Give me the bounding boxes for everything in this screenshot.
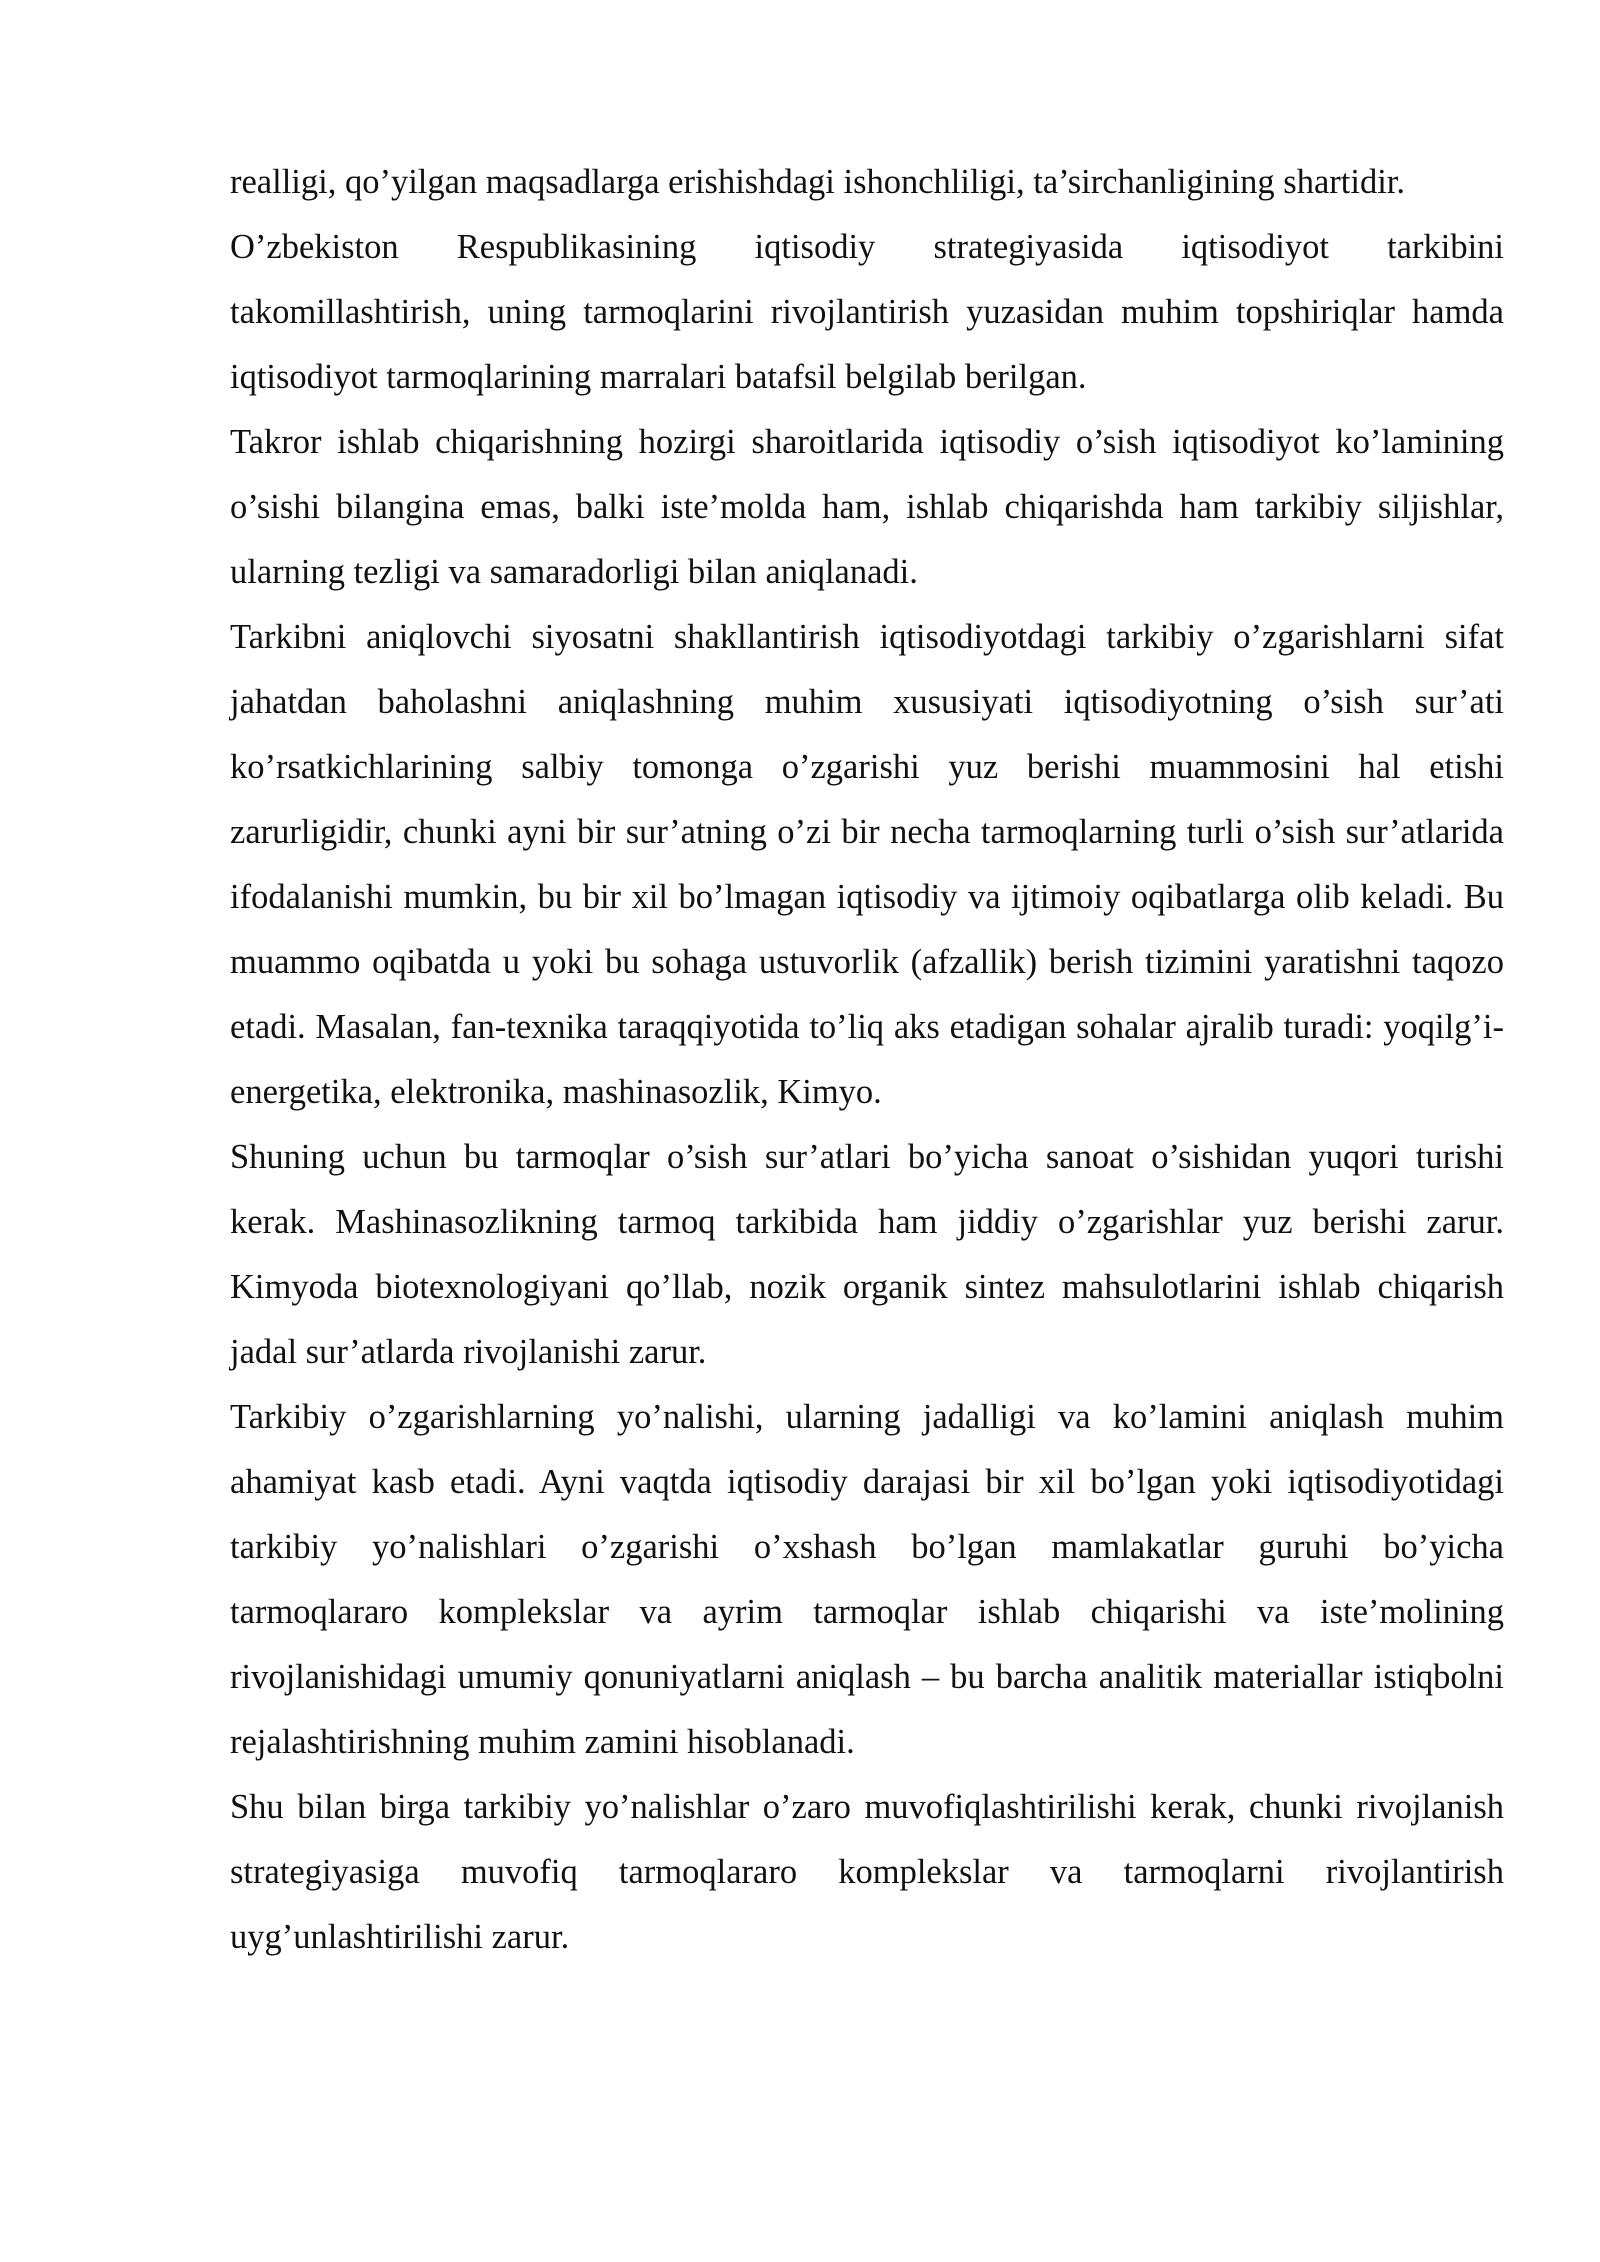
paragraph-5: Shuning uchun bu tarmoqlar o’sish sur’atlari bo’yicha sanoat o’sishidan yuqori turishi kerak. Mashinasozlikning tarmoq tarkibida ham jiddiy o’zgarishlar yuz berishi zarur. Kimyoda biotexnologiyani qo’llab, nozik organik sintez mahsulotlarini ishlab chiqarish jadal sur’atlarda rivojlanishi zarur.: [230, 1138, 1504, 1371]
paragraph-4: Tarkibni aniqlovchi siyosatni shakllantirish iqtisodiyotdagi tarkibiy o’zgarishlarni sifat jahatdan baholashni aniqlashning muhim xususiyati iqtisodiyotning o’sish sur’ati ko’rsatkichlarining salbiy tomonga o’zgarishi yuz berishi muammosini hal etishi zarurligidir, chunki ayni bir sur’atning o’zi bir necha tarmoqlarning turli o’sish sur’atlarida ifodalanishi mumkin, bu bir xil bo’lmagan iqtisodiy va ijtimoiy oqibatlarga olib keladi. Bu muammo oqibatda u yoki bu sohaga ustuvorlik (afzallik) berish tizimini yaratishni taqozo etadi. Masalan, fan-texnika taraqqiyotida to’liq aks etadigan sohalar ajralib turadi: yoqilg’i-energetika, elektronika, mashinasozlik, Kimyo.: [230, 618, 1504, 1111]
paragraph-7: Shu bilan birga tarkibiy yo’nalishlar o’zaro muvofiqlashtirilishi kerak, chunki rivojlanish strategiyasiga muvofiq tarmoqlararo komplekslar va tarmoqlarni rivojlantirish uyg’unlashtirilishi zarur.: [230, 1788, 1504, 1956]
paragraph-3: Takror ishlab chiqarishning hozirgi sharoitlarida iqtisodiy o’sish iqtisodiyot ko’lamining o’sishi bilangina emas, balki iste’molda ham, ishlab chiqarishda ham tarkibiy siljishlar, ularning tezligi va samaradorligi bilan aniqlanadi.: [230, 423, 1504, 591]
paragraph-6: Tarkibiy o’zgarishlarning yo’nalishi, ularning jadalligi va ko’lamini aniqlash muhim ahamiyat kasb etadi. Ayni vaqtda iqtisodiy darajasi bir xil bo’lgan yoki iqtisodiyotidagi tarkibiy yo’nalishlari o’zgarishi o’xshash bo’lgan mamlakatlar guruhi bo’yicha tarmoqlararo komplekslar va ayrim tarmoqlar ishlab chiqarishi va iste’molining rivojlanishidagi umumiy qonuniyatlarni aniqlash – bu barcha analitik materiallar istiqbolni rejalashtirishning muhim zamini hisoblanadi.: [230, 1398, 1504, 1761]
document-page: [230, 150, 1504, 1970]
paragraph-2: O’zbekiston Respublikasining iqtisodiy strategiyasida iqtisodiyot tarkibini takomillashtirish, uning tarmoqlarini rivojlantirish yuzasidan muhim topshiriqlar hamda iqtisodiyot tarmoqlarining marralari batafsil belgilab berilgan.: [230, 228, 1504, 396]
paragraph-1: realligi, qo’yilgan maqsadlarga erishishdagi ishonchliligi, ta’sirchanligining shartidir.: [230, 163, 1406, 201]
